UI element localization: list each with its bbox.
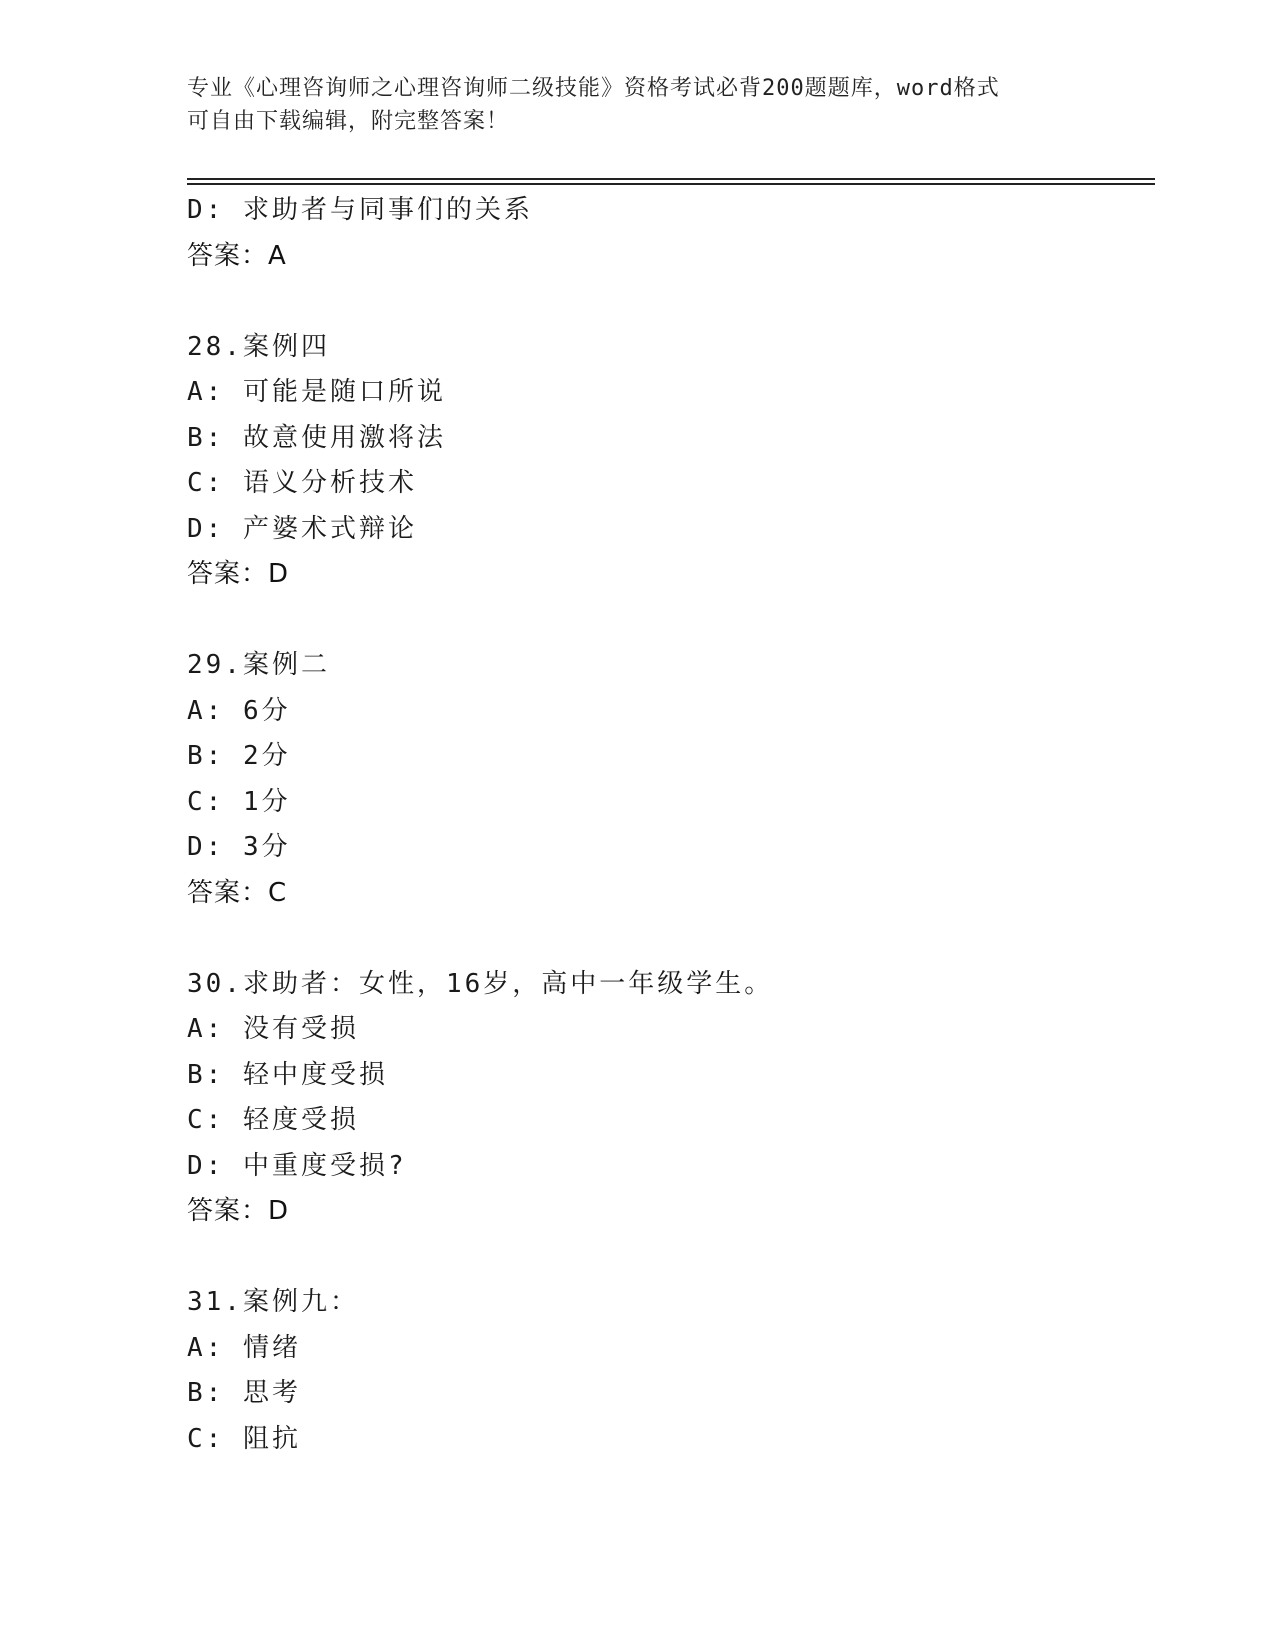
spacer [187, 916, 1147, 962]
option-b: B: 轻中度受损 [187, 1059, 388, 1090]
answer-line: 答案：C [187, 877, 288, 908]
question-title: 31.案例九： [187, 1287, 359, 1317]
option-c: C: 轻度受损 [187, 1105, 359, 1135]
option-b: B: 故意使用激将法 [187, 422, 446, 453]
header-title-line-2: 可自由下载编辑，附完整答案！ [187, 109, 510, 134]
header-divider-bottom [187, 183, 1155, 185]
question-title: 28.案例四 [187, 331, 330, 362]
option-b: B: 2分 [187, 741, 291, 771]
document-header [187, 72, 1087, 138]
option-d: D: 中重度受损? [187, 1150, 407, 1181]
spacer [187, 598, 1147, 644]
header-divider-top [187, 178, 1155, 180]
option-d: D: 求助者与同事们的关系 [187, 195, 533, 225]
question-title: 29.案例二 [187, 650, 330, 680]
option-c: C: 阻抗 [187, 1423, 301, 1454]
answer-line: 答案：A [187, 240, 287, 271]
option-a: A: 6分 [187, 695, 291, 726]
option-d: D: 3分 [187, 832, 291, 862]
option-a: A: 情绪 [187, 1332, 301, 1363]
spacer [187, 279, 1147, 325]
answer-line: 答案：D [187, 1196, 290, 1226]
spacer [187, 1235, 1147, 1281]
question-title: 30.求助者：女性，16岁，高中一年级学生。 [187, 968, 774, 999]
option-b: B: 思考 [187, 1378, 301, 1408]
header-title-line-1: 专业《心理咨询师之心理咨询师二级技能》资格考试必背200题题库，word格式 [187, 76, 1000, 101]
option-a: A: 可能是随口所说 [187, 377, 446, 407]
question-content [187, 188, 1147, 1462]
option-a: A: 没有受损 [187, 1014, 359, 1044]
option-c: C: 1分 [187, 786, 291, 817]
option-c: C: 语义分析技术 [187, 468, 417, 498]
option-d: D: 产婆术式辩论 [187, 513, 417, 544]
answer-line: 答案：D [187, 559, 290, 589]
